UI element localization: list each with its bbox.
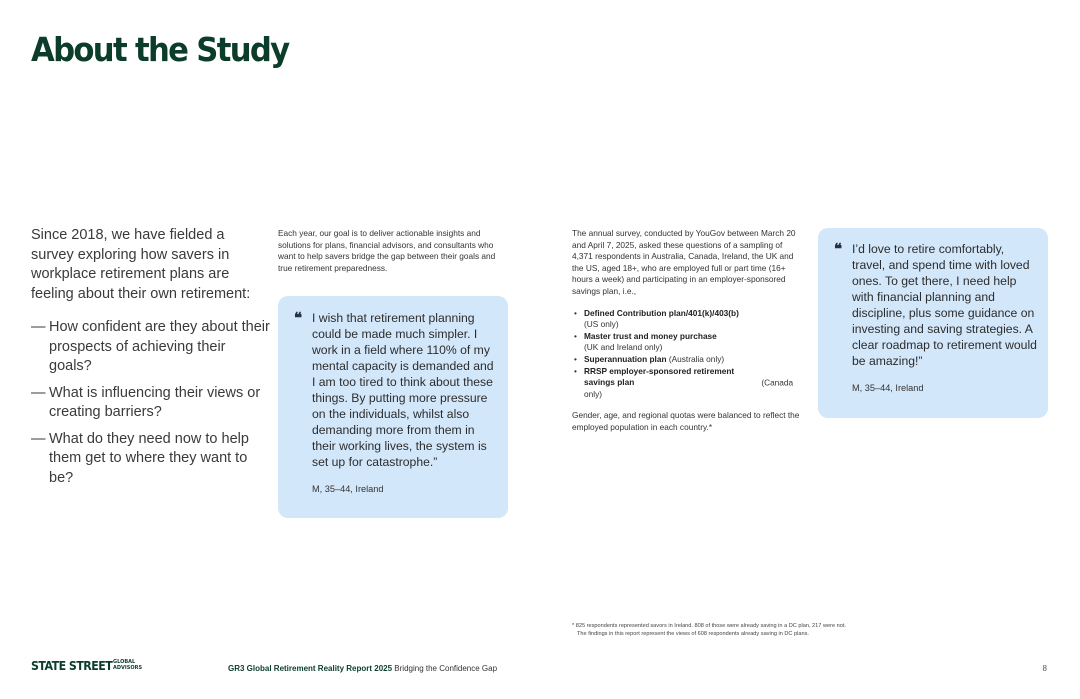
goal-paragraph: Each year, our goal is to deliver actionable insights and solutions for plans, financial advisors, and consultants who want to help savers bridge the gap between their goals and true retirement preparedness. <box>278 228 496 273</box>
page-number: 8 <box>1042 664 1047 673</box>
question-item <box>31 384 271 423</box>
footnote-line: The findings in this report represent the views of 608 respondents already saving in DC plans. <box>577 631 809 637</box>
quotas-text: Gender, age, and regional quotas were balanced to reflect the employed population in each country.* <box>572 410 800 432</box>
plan-name: Defined Contribution plan/401(k)/403(b) <box>584 307 739 318</box>
bullet-icon: • <box>574 330 577 341</box>
plan-list <box>572 308 804 401</box>
plan-name: Superannuation plan <box>584 353 667 364</box>
quote-text: I’d love to retire comfortably, travel, and spend time with loved ones. To get there, I need help with financial planning and discipline, plus some guidance on investing and saving strategies. A clear roadmap to retirement would be amazing!” <box>852 242 1037 368</box>
plan-name: RRSP employer-sponsored retirement savings plan <box>584 365 735 388</box>
quote-icon: ❝ <box>834 240 843 258</box>
brand-logo: STATE STREET <box>31 659 113 673</box>
survey-section <box>572 228 804 444</box>
report-subtitle: Bridging the Confidence Gap <box>394 664 498 673</box>
quote-icon: ❝ <box>294 309 303 327</box>
quote-attribution: M, 35–44, Ireland <box>852 383 924 393</box>
plan-name: Master trust and money purchase <box>584 330 717 341</box>
plan-note: (Australia only) <box>668 353 725 364</box>
quote-card-1 <box>278 296 508 518</box>
plan-note: (US only) <box>584 319 619 330</box>
bullet-icon: • <box>574 365 577 376</box>
survey-intro: The annual survey, conducted by YouGov between March 20 and April 7, 2025, asked these questions of a sampling of 4,371 respondents in Australia, Canada, Ireland, the UK and the US, aged 18+, who are employed full or part time (16+ hours a week) and participating in an employer-sponsored savings plan, i.e., <box>572 228 796 296</box>
footnote-line: * 825 respondents represented savors in Ireland. 808 of those were already saving in a DC plan, 217 were not. <box>572 623 846 629</box>
page-title: About the Study <box>31 30 289 69</box>
question-list <box>31 318 271 488</box>
dash-marker: — <box>31 430 46 447</box>
quote-attribution: M, 35–44, Ireland <box>312 484 384 494</box>
plan-note: (UK and Ireland only) <box>584 342 663 353</box>
report-name <box>228 664 497 673</box>
brand-logo-sub <box>113 660 143 671</box>
intro-section <box>31 226 271 495</box>
intro-lead: Since 2018, we have fielded a survey exploring how savers in workplace retirement plans are feeling about their own retirement: <box>31 227 251 302</box>
plan-item <box>572 331 804 354</box>
quote-card-2 <box>818 228 1048 418</box>
plan-item <box>572 308 804 331</box>
question-item <box>31 430 271 489</box>
bullet-icon: • <box>574 307 577 318</box>
dash-marker: — <box>31 384 46 401</box>
footnote <box>572 622 952 638</box>
plan-item <box>572 354 804 366</box>
plan-note: (Canada only) <box>584 377 794 399</box>
quote-text: I wish that retirement planning could be made much simpler. I work in a field where 110% of my mental capacity is demanded and I am too tired to think about these things. By putting more pressure on the individuals, whilst also demanding more from them in their working lives, the system is set up for catastrophe.” <box>312 311 494 469</box>
bullet-icon: • <box>574 353 577 364</box>
dash-marker: — <box>31 319 46 335</box>
report-title: GR3 Global Retirement Reality Report 2025 <box>228 664 393 673</box>
page-footer <box>31 659 1051 675</box>
logo-sub-line: GLOBAL <box>113 659 136 665</box>
plan-item <box>572 366 804 401</box>
logo-sub-line: ADVISORS <box>113 664 143 671</box>
question-item <box>31 318 271 377</box>
question-text: How confident are they about their prospects of achieving their goals? <box>49 319 270 374</box>
question-text: What is influencing their views or creating barriers? <box>49 384 261 420</box>
question-text: What do they need now to help them get to where they want to be? <box>49 430 249 486</box>
